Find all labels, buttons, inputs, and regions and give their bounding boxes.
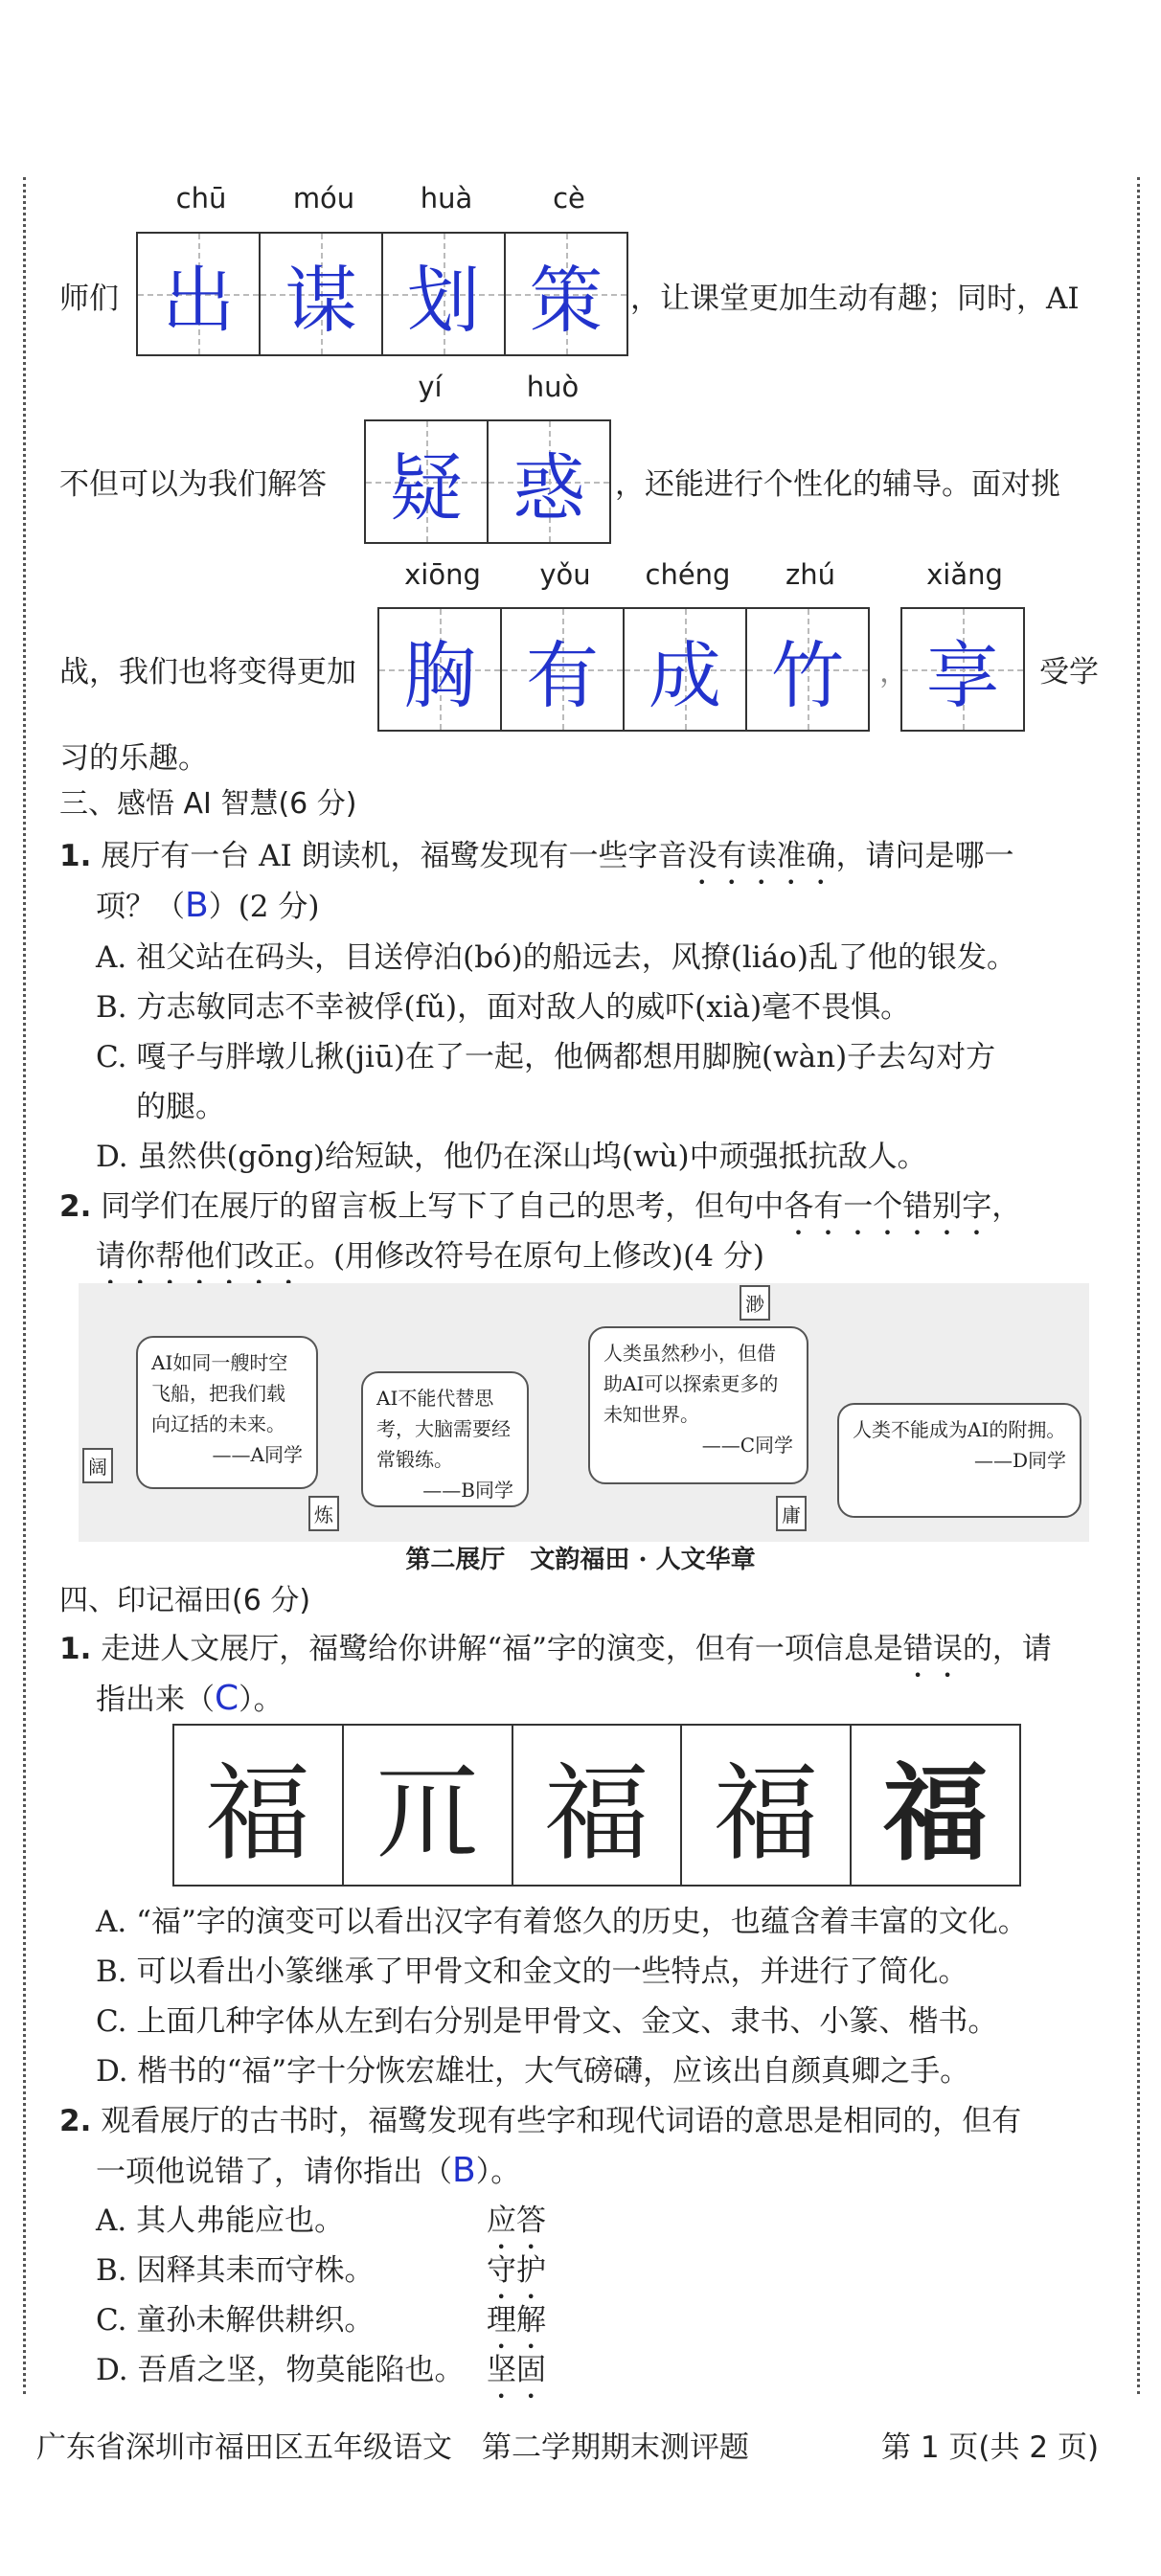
option-word: 理解: [487, 2303, 546, 2338]
emphasis-text: 各有一个错别字: [784, 1189, 992, 1224]
message-board-illustration: [79, 1283, 1089, 1542]
correction-mark: 阔: [82, 1448, 113, 1483]
handwritten-answer: B: [185, 886, 209, 925]
question-text: ，: [991, 1189, 1022, 1224]
grid-char: 出: [162, 257, 235, 343]
question-2: [59, 1186, 1021, 1242]
message-bubble-d: [837, 1403, 1081, 1518]
question-text: 项？（: [96, 890, 185, 924]
comma-mark: ，: [879, 655, 909, 689]
option: D. 虽然供(gōng)给短缺，他仍在深山坞(wù)中顽强抵抗敌人。: [96, 1140, 927, 1174]
footer-title: 广东省深圳市福田区五年级语文 第二学期期末测评题: [36, 2430, 749, 2465]
question-1: [59, 835, 1014, 892]
glyph-regular: 福: [882, 1751, 989, 1875]
correction-mark: 渺: [740, 1285, 770, 1321]
option-word: 守护: [487, 2253, 546, 2288]
page-number: 第 1 页(共 2 页): [881, 2430, 1100, 2465]
pinyin: xiōng: [404, 558, 481, 591]
emphasis-text: 请你帮他们改正。: [96, 1239, 333, 1274]
pinyin: zhú: [785, 558, 835, 591]
tianzige-grid: [377, 607, 870, 732]
option: C. 上面几种字体从左到右分别是甲骨文、金文、隶书、小篆、楷书。: [96, 2004, 998, 2039]
question-text: 走进人文展厅，福鹭给你讲解“福”字的演变，但有一项信息是: [101, 1632, 903, 1666]
fu-glyph-table: [172, 1724, 1021, 1887]
option: A. 祖父站在码头，目送停泊(bó)的船远去，风撩(liáo)乱了他的银发。: [96, 940, 1016, 975]
grid-char: 胸: [403, 632, 476, 718]
question-2: [59, 2100, 1021, 2142]
bubble-text: AI如同一艘时空飞船，把我们载向辽括的未来。: [151, 1351, 288, 1435]
bubble-sign: ——A同学: [212, 1443, 303, 1466]
pinyin: chéng: [645, 558, 731, 591]
grid-char: 竹: [771, 632, 844, 718]
question-text: ）。: [239, 1683, 284, 1717]
tianzige-grid: [900, 607, 1025, 732]
glyph-oracle: 福: [174, 1726, 344, 1885]
option: C. 嘎子与胖墩儿揪(jiū)在了一起，他俩都想用脚腕(wàn)子去勾对方: [96, 1040, 996, 1074]
grid-char: 疑: [390, 444, 463, 531]
grid-char: 享: [926, 632, 999, 718]
option-word: 坚固: [487, 2353, 546, 2387]
glyph-seal: 福: [513, 1726, 683, 1885]
body-text: 习的乐趣。: [59, 741, 208, 776]
question-number: 2.: [59, 1189, 92, 1224]
body-text: 师们: [59, 282, 119, 316]
option: A. 其人弗能应也。: [96, 2203, 345, 2238]
option: D. 吾盾之坚，物莫能陷也。: [96, 2353, 465, 2387]
message-bubble-c: [588, 1326, 808, 1484]
handwritten-answer: B: [452, 2151, 476, 2190]
emphasis-text: 没有读准确: [687, 839, 836, 873]
option: 的腿。: [136, 1090, 225, 1124]
tianzige-grid: [364, 419, 611, 544]
bubble-text: 人类虽然秒小，但借助AI可以探索更多的未知世界。: [603, 1342, 779, 1426]
bubble-sign: ——D同学: [973, 1449, 1066, 1472]
answer-line: [96, 885, 319, 928]
right-dotted-border: [1137, 177, 1140, 2394]
message-bubble-a: [136, 1336, 318, 1489]
pinyin: yí: [418, 371, 443, 403]
bubble-text: 人类不能成为AI的附拥。: [853, 1418, 1066, 1441]
left-dotted-border: [23, 177, 26, 2394]
pinyin: móu: [292, 182, 355, 215]
question-text: 展厅有一台 AI 朗读机，福鹭发现有一些字音: [101, 839, 688, 873]
grid-char: 策: [530, 257, 603, 343]
grid-char: 划: [407, 257, 480, 343]
body-text: 不但可以为我们解答: [59, 467, 327, 502]
body-text: ，还能进行个性化的辅导。面对挑: [615, 467, 1060, 502]
option-word: 应答: [487, 2203, 546, 2238]
pinyin: chū: [175, 182, 227, 215]
question-text: (用修改符号在原句上修改)(4 分): [333, 1239, 764, 1274]
option: B. 因释其耒而守株。: [96, 2253, 375, 2288]
pinyin: huò: [526, 371, 580, 403]
option: B. 方志敏同志不幸被俘(fǔ)，面对敌人的威吓(xià)毫不畏惧。: [96, 990, 911, 1025]
pinyin: huà: [420, 182, 473, 215]
option: A. “福”字的演变可以看出汉字有着悠久的历史，也蕴含着丰富的文化。: [96, 1905, 1028, 1939]
bubble-text: AI不能代替思考，大脑需要经常锻练。: [376, 1387, 511, 1471]
question-text: 指出来（: [96, 1683, 215, 1717]
question-text: 一项他说错了，请你指出（: [96, 2155, 452, 2189]
answer-line: [96, 1678, 284, 1721]
section-title: 四、印记福田(6 分): [59, 1584, 311, 1617]
question-text: 同学们在展厅的留言板上写下了自己的思考，但句中: [101, 1189, 785, 1224]
question-number: 1.: [59, 1632, 92, 1666]
grid-char: 谋: [285, 257, 357, 343]
answer-line: [96, 2150, 520, 2193]
section-title: 三、感悟 AI 智慧(6 分): [59, 787, 357, 821]
pinyin: cè: [553, 182, 585, 215]
pinyin: xiǎng: [926, 558, 1003, 591]
grid-char: 有: [526, 632, 599, 718]
handwritten-answer: C: [215, 1679, 239, 1718]
question-text: 观看展厅的古书时，福鹭发现有些字和现代词语的意思是相同的，但有: [101, 2104, 1022, 2138]
correction-mark: 炼: [308, 1496, 339, 1531]
question-number: 2.: [59, 2104, 92, 2138]
question-text: 的，请: [962, 1632, 1052, 1666]
hall-caption: 第二展厅 文韵福田 · 人文华章: [405, 1546, 756, 1574]
question-text: ，请问是哪一: [835, 839, 1014, 873]
grid-char: 成: [649, 632, 721, 718]
question-number: 1.: [59, 839, 92, 873]
message-bubble-b: [361, 1371, 529, 1507]
question-text: ）(2 分): [208, 890, 320, 924]
glyph-clerical: 福: [682, 1726, 852, 1885]
body-text: 战，我们也将变得更加: [59, 655, 356, 689]
question-text: ）。: [475, 2155, 521, 2189]
body-text: 受学: [1039, 655, 1099, 689]
emphasis-text: 错误: [902, 1632, 963, 1666]
tianzige-grid: [136, 232, 628, 356]
bubble-sign: ——C同学: [701, 1434, 793, 1457]
pinyin: yǒu: [539, 558, 591, 591]
option: B. 可以看出小篆继承了甲骨文和金文的一些特点，并进行了简化。: [96, 1955, 968, 1989]
option: C. 童孙未解供耕织。: [96, 2303, 375, 2338]
question-1: [59, 1628, 1052, 1684]
body-text: ，让课堂更加生动有趣；同时，AI: [630, 282, 1080, 316]
option: D. 楷书的“福”字十分恢宏雄壮，大气磅礴，应该出自颜真卿之手。: [96, 2054, 970, 2089]
grid-char: 惑: [512, 444, 585, 531]
glyph-bronze: 𥘅: [344, 1726, 513, 1885]
correction-mark: 庸: [776, 1496, 807, 1531]
bubble-sign: ——B同学: [422, 1479, 513, 1502]
